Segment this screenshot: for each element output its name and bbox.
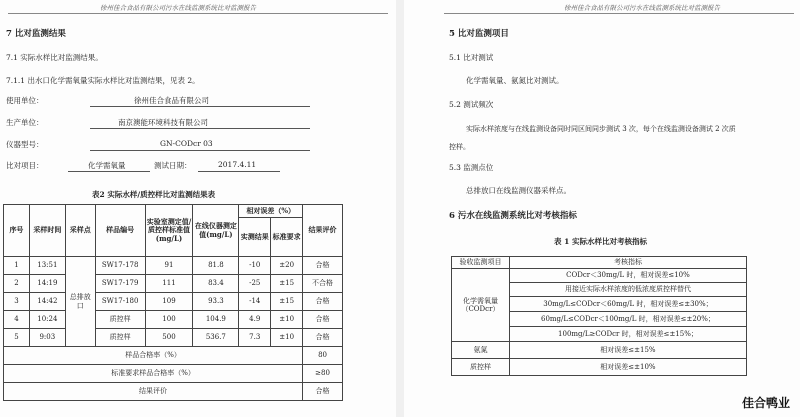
summary-label: 结果评价 (4, 383, 303, 401)
field-label-maker: 生产单位： (6, 118, 44, 127)
table-cell: 3 (4, 293, 30, 311)
nh3-label: 氨氮 (452, 342, 510, 359)
th-sample: 样品编号 (95, 205, 145, 257)
date-label: 测试日期： (154, 161, 192, 170)
table-cell: 81.8 (193, 257, 239, 275)
subsection-7-1-1: 7.1.1 出水口化学需氧量实际水样比对监测结果，见表 2。 (6, 76, 200, 85)
cod-index-line: CODcr＜30mg/L 时，相对误差≤10% (510, 269, 746, 283)
table-cell: 111 (145, 275, 193, 293)
section-5-title: 5 比对监测项目 (449, 29, 509, 39)
table-cell: 109 (145, 293, 193, 311)
subsection-5-3: 5.3 监测点位 (449, 163, 494, 172)
field-underline (90, 128, 310, 129)
table-cell: 5 (4, 329, 30, 347)
th-index: 考核指标 (509, 257, 746, 269)
page-gutter (396, 0, 404, 417)
summary-value: 合格 (303, 383, 343, 401)
field-value-maker: 南京澳能环境科技有限公司 (118, 118, 208, 127)
table-cell: 质控样 (95, 329, 145, 347)
table-cell: SW17-178 (95, 257, 145, 275)
item-label: 比对项目： (6, 161, 44, 170)
summary-label: 样品合格率（%） (4, 347, 303, 365)
table-cell: ±20 (271, 257, 303, 275)
field-value-model: GN-CODcr 03 (160, 139, 213, 148)
text-5-3: 总排放口在线监测仪器采样点。 (466, 186, 571, 195)
table-cell: 536.7 (193, 329, 239, 347)
report-page-left (0, 0, 397, 417)
table-cell: 14:19 (29, 275, 65, 293)
field-label-model: 仪器型号： (6, 140, 44, 149)
table-cell: 4.9 (239, 311, 271, 329)
th-time: 采样时间 (29, 205, 65, 257)
qc-label: 质控样 (452, 359, 510, 376)
comparison-table (3, 204, 343, 401)
report-page-right (404, 0, 800, 417)
table-cell: 500 (145, 329, 193, 347)
subsection-7-1: 7.1 实际水样比对监测结果。 (6, 53, 103, 62)
table-cell: 不合格 (303, 275, 343, 293)
cod-label-cell (452, 269, 510, 342)
th-online: 在线仪器测定值(mg/L) (193, 205, 239, 257)
th-eval: 结果评价 (303, 205, 343, 257)
th-measured: 实测结果 (239, 218, 271, 257)
cod-index-line: 用接近实际水样浓度的低浓度质控样替代 (510, 283, 746, 297)
th-standard: 标准要求 (271, 218, 303, 257)
cod-label: 化学需氧量（CODcr） (461, 296, 500, 313)
table-cell: ±15 (271, 293, 303, 311)
section-title: 7 比对监测结果 (6, 29, 66, 39)
table-title: 表2 实际水样/质控样比对监测结果表 (92, 190, 216, 199)
table-cell: -14 (239, 293, 271, 311)
th-rel-err: 相对误差（%） (239, 205, 303, 218)
table-cell: 91 (145, 257, 193, 275)
table-cell: 10:24 (29, 311, 65, 329)
table-cell: SW17-179 (95, 275, 145, 293)
table-cell: 93.3 (193, 293, 239, 311)
table-cell: -25 (239, 275, 271, 293)
section-6-title: 6 污水在线监测系统比对考核指标 (449, 211, 577, 221)
table-cell: 83.4 (193, 275, 239, 293)
table-cell: 合格 (303, 257, 343, 275)
subsection-5-2: 5.2 测试频次 (449, 100, 494, 109)
th-point: 采样点 (65, 205, 95, 257)
table-cell: 合格 (303, 293, 343, 311)
table-cell: 13:51 (29, 257, 65, 275)
subsection-5-1: 5.1 比对测试 (449, 53, 494, 62)
sample-point-cell (65, 257, 95, 347)
table-cell: 100 (145, 311, 193, 329)
page-header: 徐州佳合食品有限公司污水在线监测系统比对监测报告 (564, 4, 720, 12)
field-value-user: 徐州佳合食品有限公司 (134, 96, 209, 105)
text-5-2-cont: 控样。 (449, 143, 470, 151)
table-cell: 1 (4, 257, 30, 275)
table-cell: ±10 (271, 329, 303, 347)
table-cell: 质控样 (95, 311, 145, 329)
header-rule (8, 13, 388, 14)
table-cell: 7.3 (239, 329, 271, 347)
text-5-2: 实际水样浓度与在线监测设备同时同区间同步测试 3 次，每个在线监测设备测试 2 次质 (466, 125, 736, 133)
summary-value: 80 (303, 347, 343, 365)
field-underline (90, 106, 310, 107)
brand-watermark: 佳合鸭业 (741, 396, 790, 410)
field-underline (90, 150, 310, 151)
table-cell: 合格 (303, 329, 343, 347)
header-rule (444, 13, 794, 14)
table-cell: 4 (4, 311, 30, 329)
table-cell: 2 (4, 275, 30, 293)
table-cell: ±15 (271, 275, 303, 293)
date-value: 2017.4.11 (218, 160, 257, 169)
sample-point: 总排放口 (69, 293, 91, 310)
table-title: 表 1 实际水样比对考核指标 (554, 237, 647, 246)
table-cell: 9:03 (29, 329, 65, 347)
table-cell: 14:42 (29, 293, 65, 311)
th-no: 序号 (4, 205, 30, 257)
cod-index-line: 100mg/L≥CODcr 时，相对误差≤±15%； (558, 330, 698, 338)
cod-index-line: 60mg/L≤CODcr＜100mg/L 时，相对误差≤±20%； (510, 312, 746, 327)
item-value: 化学需氧量 (88, 161, 126, 170)
table-cell: ±10 (271, 311, 303, 329)
cod-index-cell (509, 269, 746, 342)
table-cell: SW17-180 (95, 293, 145, 311)
cod-index-line: 30mg/L≤CODcr＜60mg/L 时，相对误差≤±30%； (510, 297, 746, 312)
field-label-user: 使用单位： (6, 96, 44, 105)
nh3-value: 相对误差≤±15% (509, 342, 746, 359)
field-underline (198, 171, 280, 172)
qc-value: 相对误差≤±10% (509, 359, 746, 376)
table-cell: -10 (239, 257, 271, 275)
th-item: 验收监测项目 (452, 257, 510, 269)
th-lab: 实验室测定值/质控样标准值(mg/L) (145, 205, 193, 257)
table-cell: 合格 (303, 311, 343, 329)
assessment-table (451, 256, 747, 376)
text-5-1: 化学需氧量、氨氮比对测试。 (466, 76, 564, 85)
field-underline (68, 171, 150, 172)
summary-label: 标准要求样品合格率（%） (4, 365, 303, 383)
summary-value: ≥80 (303, 365, 343, 383)
page-header: 徐州佳合食品有限公司污水在线监测系统比对监测报告 (100, 4, 256, 12)
table-cell: 104.9 (193, 311, 239, 329)
